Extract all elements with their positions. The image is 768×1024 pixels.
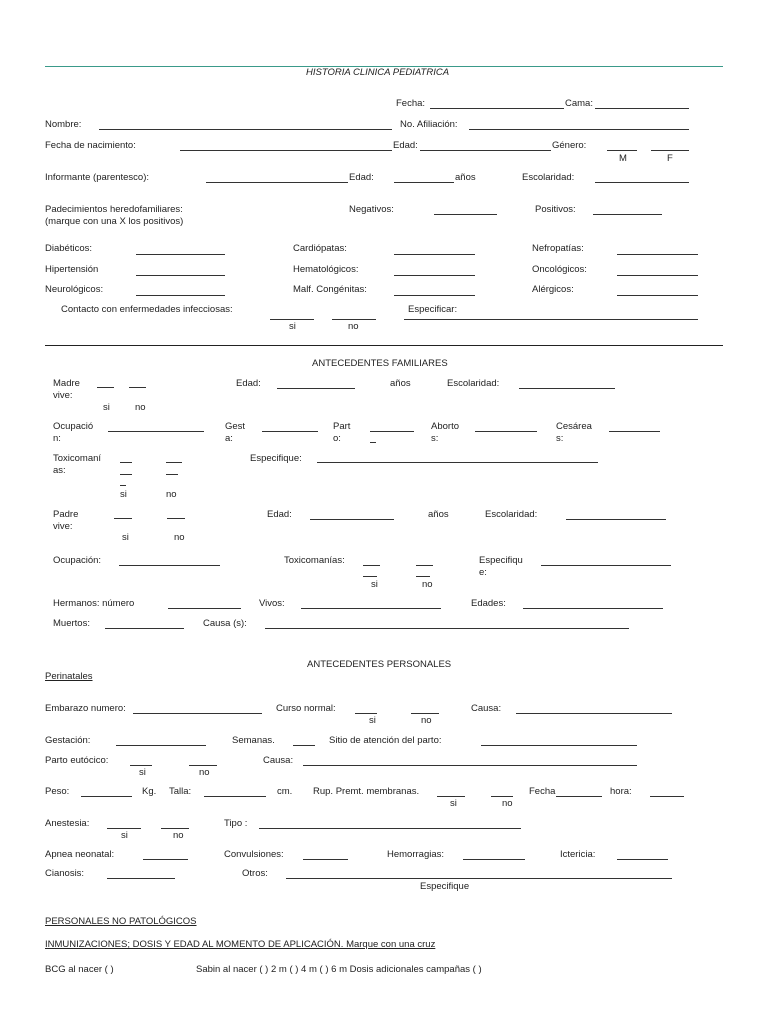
parto-causa-label: Causa: <box>263 755 294 766</box>
genero-label: Género: <box>552 140 587 151</box>
embarazo-causa-field[interactable] <box>516 713 672 714</box>
section-rule <box>45 345 723 346</box>
causas-field[interactable] <box>265 628 629 629</box>
positivos-label: Positivos: <box>535 204 576 215</box>
informante-edad-field[interactable] <box>394 182 454 183</box>
rup-hora-label: hora: <box>610 786 632 797</box>
gesta-field[interactable] <box>262 431 318 432</box>
padre-vive-label: vive: <box>53 521 73 532</box>
padecimientos-note: (marque con una X los positivos) <box>45 216 184 227</box>
nombre-label: Nombre: <box>45 119 82 130</box>
madre-toxicomanias-label: Toxicomaní <box>53 453 102 464</box>
padre-especifique-label-2: e: <box>479 567 487 578</box>
madre-ocupacion-label-2: n: <box>53 433 61 444</box>
madre-si-label: si <box>103 402 110 413</box>
parto-field[interactable] <box>370 431 414 432</box>
tipo-label: Tipo : <box>224 818 248 829</box>
madre-escolaridad-field[interactable] <box>519 388 615 389</box>
nacimiento-field[interactable] <box>180 150 392 151</box>
rup-no-label: no <box>502 798 513 809</box>
convulsiones-label: Convulsiones: <box>224 849 284 860</box>
padre-no-label: no <box>174 532 185 543</box>
informante-edad-label: Edad: <box>349 172 374 183</box>
nefropatias-label: Nefropatías: <box>532 243 584 254</box>
nombre-field[interactable] <box>99 129 392 130</box>
curso-label: Curso normal: <box>276 703 336 714</box>
nefropatias-field[interactable] <box>617 254 698 255</box>
causas-label: Causa (s): <box>203 618 247 629</box>
embarazo-causa-label: Causa: <box>471 703 502 714</box>
padre-label: Padre <box>53 509 79 520</box>
cama-field[interactable] <box>595 108 689 109</box>
madre-especifique-field[interactable] <box>317 462 598 463</box>
tipo-field[interactable] <box>259 828 521 829</box>
otros-label: Otros: <box>242 868 268 879</box>
padre-edad-field[interactable] <box>310 519 394 520</box>
talla-field[interactable] <box>204 796 266 797</box>
rup-fecha-field[interactable] <box>556 796 602 797</box>
parto-field-2[interactable] <box>370 442 376 443</box>
parto-label-2: o: <box>333 433 341 444</box>
madre-especifique-label: Especifique: <box>250 453 302 464</box>
sabin-item[interactable]: Sabin al nacer ( ) 2 m ( ) 4 m ( ) 6 m Dosis adicionales campañas ( ) <box>196 964 482 975</box>
edad-field[interactable] <box>420 150 551 151</box>
hematologicos-label: Hematológicos: <box>293 264 359 275</box>
sitio-field[interactable] <box>481 745 637 746</box>
madre-ocupacion-field[interactable] <box>108 431 204 432</box>
genero-m-label: M <box>619 153 627 164</box>
parto-label: Part <box>333 421 351 432</box>
informante-escolaridad-field[interactable] <box>595 182 689 183</box>
cardiopatas-field[interactable] <box>394 254 475 255</box>
padre-tox-si-label: si <box>371 579 378 590</box>
informante-anos-label: años <box>455 172 476 183</box>
padre-si-label: si <box>122 532 129 543</box>
abortos-field[interactable] <box>475 431 537 432</box>
madre-tox-no-field[interactable] <box>166 462 182 463</box>
afiliacion-field[interactable] <box>469 129 689 130</box>
rup-si-label: si <box>450 798 457 809</box>
fecha-field[interactable] <box>430 108 564 109</box>
ictericia-field[interactable] <box>617 859 668 860</box>
madre-tox-si-field[interactable] <box>120 462 132 463</box>
cesareas-label-2: s: <box>556 433 564 444</box>
vivos-field[interactable] <box>301 608 441 609</box>
contacto-no-label: no <box>348 321 359 332</box>
embarazo-label: Embarazo numero: <box>45 703 126 714</box>
padre-tox-no-field-2[interactable] <box>416 576 430 577</box>
padre-tox-no-label: no <box>422 579 433 590</box>
anestesia-si-label: si <box>121 830 128 841</box>
diabeticos-label: Diabéticos: <box>45 243 92 254</box>
edad-label: Edad: <box>393 140 418 151</box>
hermanos-label: Hermanos: número <box>53 598 135 609</box>
curso-no-field[interactable] <box>411 713 439 714</box>
especificar-label: Especificar: <box>408 304 458 315</box>
madre-toxicomanias-label-2: as: <box>53 465 66 476</box>
nacimiento-label: Fecha de nacimiento: <box>45 140 136 151</box>
rup-label: Rup. Premt. membranas. <box>313 786 420 797</box>
padre-vive-si-field[interactable] <box>114 518 132 519</box>
padre-especifique-field[interactable] <box>541 565 671 566</box>
abortos-label-2: s: <box>431 433 439 444</box>
cm-label: cm. <box>277 786 293 797</box>
anestesia-no-label: no <box>173 830 184 841</box>
gesta-label: Gest <box>225 421 246 432</box>
rup-no-field[interactable] <box>491 796 513 797</box>
semanas-field[interactable] <box>293 745 315 746</box>
contacto-si-field[interactable] <box>270 319 314 320</box>
hemorragias-field[interactable] <box>463 859 525 860</box>
hemorragias-label: Hemorragias: <box>387 849 445 860</box>
hematologicos-field[interactable] <box>394 275 475 276</box>
rup-si-field[interactable] <box>437 796 465 797</box>
perinatales-heading: Perinatales <box>45 671 93 682</box>
kg-label: Kg. <box>142 786 157 797</box>
madre-edad-field[interactable] <box>277 388 355 389</box>
neurologicos-label: Neurológicos: <box>45 284 104 295</box>
oncologicos-field[interactable] <box>617 275 698 276</box>
madre-vive-si-field[interactable] <box>97 387 114 388</box>
positivos-field[interactable] <box>593 214 662 215</box>
contacto-no-field[interactable] <box>332 319 376 320</box>
parto-eutocico-label: Parto eutócico: <box>45 755 109 766</box>
neurologicos-field[interactable] <box>136 295 225 296</box>
oncologicos-label: Oncológicos: <box>532 264 587 275</box>
genero-f-label: F <box>667 153 673 164</box>
anestesia-no-field[interactable] <box>161 828 189 829</box>
diabeticos-field[interactable] <box>136 254 225 255</box>
no-patologicos-heading: PERSONALES NO PATOLÓGICOS <box>45 916 197 927</box>
apnea-label: Apnea neonatal: <box>45 849 115 860</box>
parto-no-field[interactable] <box>189 765 217 766</box>
personales-heading: ANTECEDENTES PERSONALES <box>307 659 452 670</box>
abortos-label: Aborto <box>431 421 459 432</box>
cama-label: Cama: <box>565 98 593 109</box>
cianosis-field[interactable] <box>107 878 175 879</box>
negativos-label: Negativos: <box>349 204 394 215</box>
contacto-si-label: si <box>289 321 296 332</box>
alergicos-label: Alérgicos: <box>532 284 574 295</box>
inmunizaciones-heading: INMUNIZACIONES; DOSIS Y EDAD AL MOMENTO DE APLICACIÓN. Marque con una cruz <box>45 939 436 950</box>
madre-escolaridad-label: Escolaridad: <box>447 378 500 389</box>
malf-label: Malf. Congénitas: <box>293 284 367 295</box>
curso-si-field[interactable] <box>355 713 377 714</box>
contacto-label: Contacto con enfermedades infecciosas: <box>61 304 233 315</box>
madre-vive-label: vive: <box>53 390 73 401</box>
cesareas-label: Cesárea <box>556 421 592 432</box>
anestesia-si-field[interactable] <box>107 828 141 829</box>
padre-ocupacion-field[interactable] <box>119 565 220 566</box>
madre-vive-no-field[interactable] <box>129 387 146 388</box>
otros-field[interactable] <box>286 878 672 879</box>
padre-vive-no-field[interactable] <box>167 518 185 519</box>
negativos-field[interactable] <box>434 214 497 215</box>
familiares-heading: ANTECEDENTES FAMILIARES <box>312 358 448 369</box>
padre-toxicomanias-label: Toxicomanías: <box>284 555 345 566</box>
curso-no-label: no <box>421 715 432 726</box>
bcg-item[interactable]: BCG al nacer ( ) <box>45 964 114 975</box>
padre-anos-label: años <box>428 509 449 520</box>
vivos-label: Vivos: <box>259 598 285 609</box>
especificar-field[interactable] <box>404 319 698 320</box>
semanas-label: Semanas. <box>232 735 275 746</box>
cardiopatas-label: Cardiópatas: <box>293 243 347 254</box>
peso-field[interactable] <box>81 796 132 797</box>
sitio-label: Sitio de atención del parto: <box>329 735 442 746</box>
madre-tox-si-field-3[interactable] <box>120 485 126 486</box>
otros-especifique-label: Especifique <box>420 881 470 892</box>
parto-causa-field[interactable] <box>303 765 637 766</box>
hermanos-numero-field[interactable] <box>168 608 241 609</box>
madre-tox-si-field-2[interactable] <box>120 474 132 475</box>
convulsiones-field[interactable] <box>303 859 348 860</box>
hipertension-label: Hipertensión <box>45 264 99 275</box>
padre-tox-si-field[interactable] <box>363 565 380 566</box>
parto-no-label: no <box>199 767 210 778</box>
gestacion-label: Gestación: <box>45 735 91 746</box>
cianosis-label: Cianosis: <box>45 868 85 879</box>
gesta-label-2: a: <box>225 433 233 444</box>
fecha-label: Fecha: <box>396 98 426 109</box>
gestacion-field[interactable] <box>116 745 206 746</box>
rup-fecha-label: Fecha <box>529 786 556 797</box>
padre-ocupacion-label: Ocupación: <box>53 555 102 566</box>
madre-label: Madre <box>53 378 80 389</box>
alergicos-field[interactable] <box>617 295 698 296</box>
afiliacion-label: No. Afiliación: <box>400 119 458 130</box>
hipertension-field[interactable] <box>136 275 225 276</box>
apnea-field[interactable] <box>143 859 188 860</box>
malf-field[interactable] <box>394 295 475 296</box>
peso-label: Peso: <box>45 786 70 797</box>
muertos-label: Muertos: <box>53 618 90 629</box>
padre-edad-label: Edad: <box>267 509 292 520</box>
padecimientos-label: Padecimientos heredofamiliares: <box>45 204 183 215</box>
padre-escolaridad-label: Escolaridad: <box>485 509 538 520</box>
parto-si-field[interactable] <box>130 765 152 766</box>
anestesia-label: Anestesia: <box>45 818 90 829</box>
genero-m-field[interactable] <box>607 150 637 151</box>
ictericia-label: Ictericia: <box>560 849 596 860</box>
padre-tox-si-field-2[interactable] <box>363 576 377 577</box>
edades-field[interactable] <box>523 608 663 609</box>
padre-escolaridad-field[interactable] <box>566 519 666 520</box>
madre-tox-no-field-2[interactable] <box>166 474 178 475</box>
informante-escolaridad-label: Escolaridad: <box>522 172 575 183</box>
padre-tox-no-field[interactable] <box>416 565 433 566</box>
genero-f-field[interactable] <box>651 150 689 151</box>
rup-hora-field[interactable] <box>650 796 684 797</box>
madre-edad-label: Edad: <box>236 378 261 389</box>
informante-label: Informante (parentesco): <box>45 172 150 183</box>
madre-anos-label: años <box>390 378 411 389</box>
madre-tox-no-label: no <box>166 489 177 500</box>
edades-label: Edades: <box>471 598 506 609</box>
cesareas-field[interactable] <box>609 431 660 432</box>
madre-ocupacion-label: Ocupació <box>53 421 94 432</box>
madre-tox-si-label: si <box>120 489 127 500</box>
madre-no-label: no <box>135 402 146 413</box>
embarazo-field[interactable] <box>133 713 262 714</box>
informante-field[interactable] <box>206 182 348 183</box>
padre-especifique-label: Especifiqu <box>479 555 523 566</box>
form-title: HISTORIA CLINICA PEDIATRICA <box>306 67 450 78</box>
talla-label: Talla: <box>169 786 192 797</box>
muertos-field[interactable] <box>105 628 184 629</box>
curso-si-label: si <box>369 715 376 726</box>
parto-si-label: si <box>139 767 146 778</box>
